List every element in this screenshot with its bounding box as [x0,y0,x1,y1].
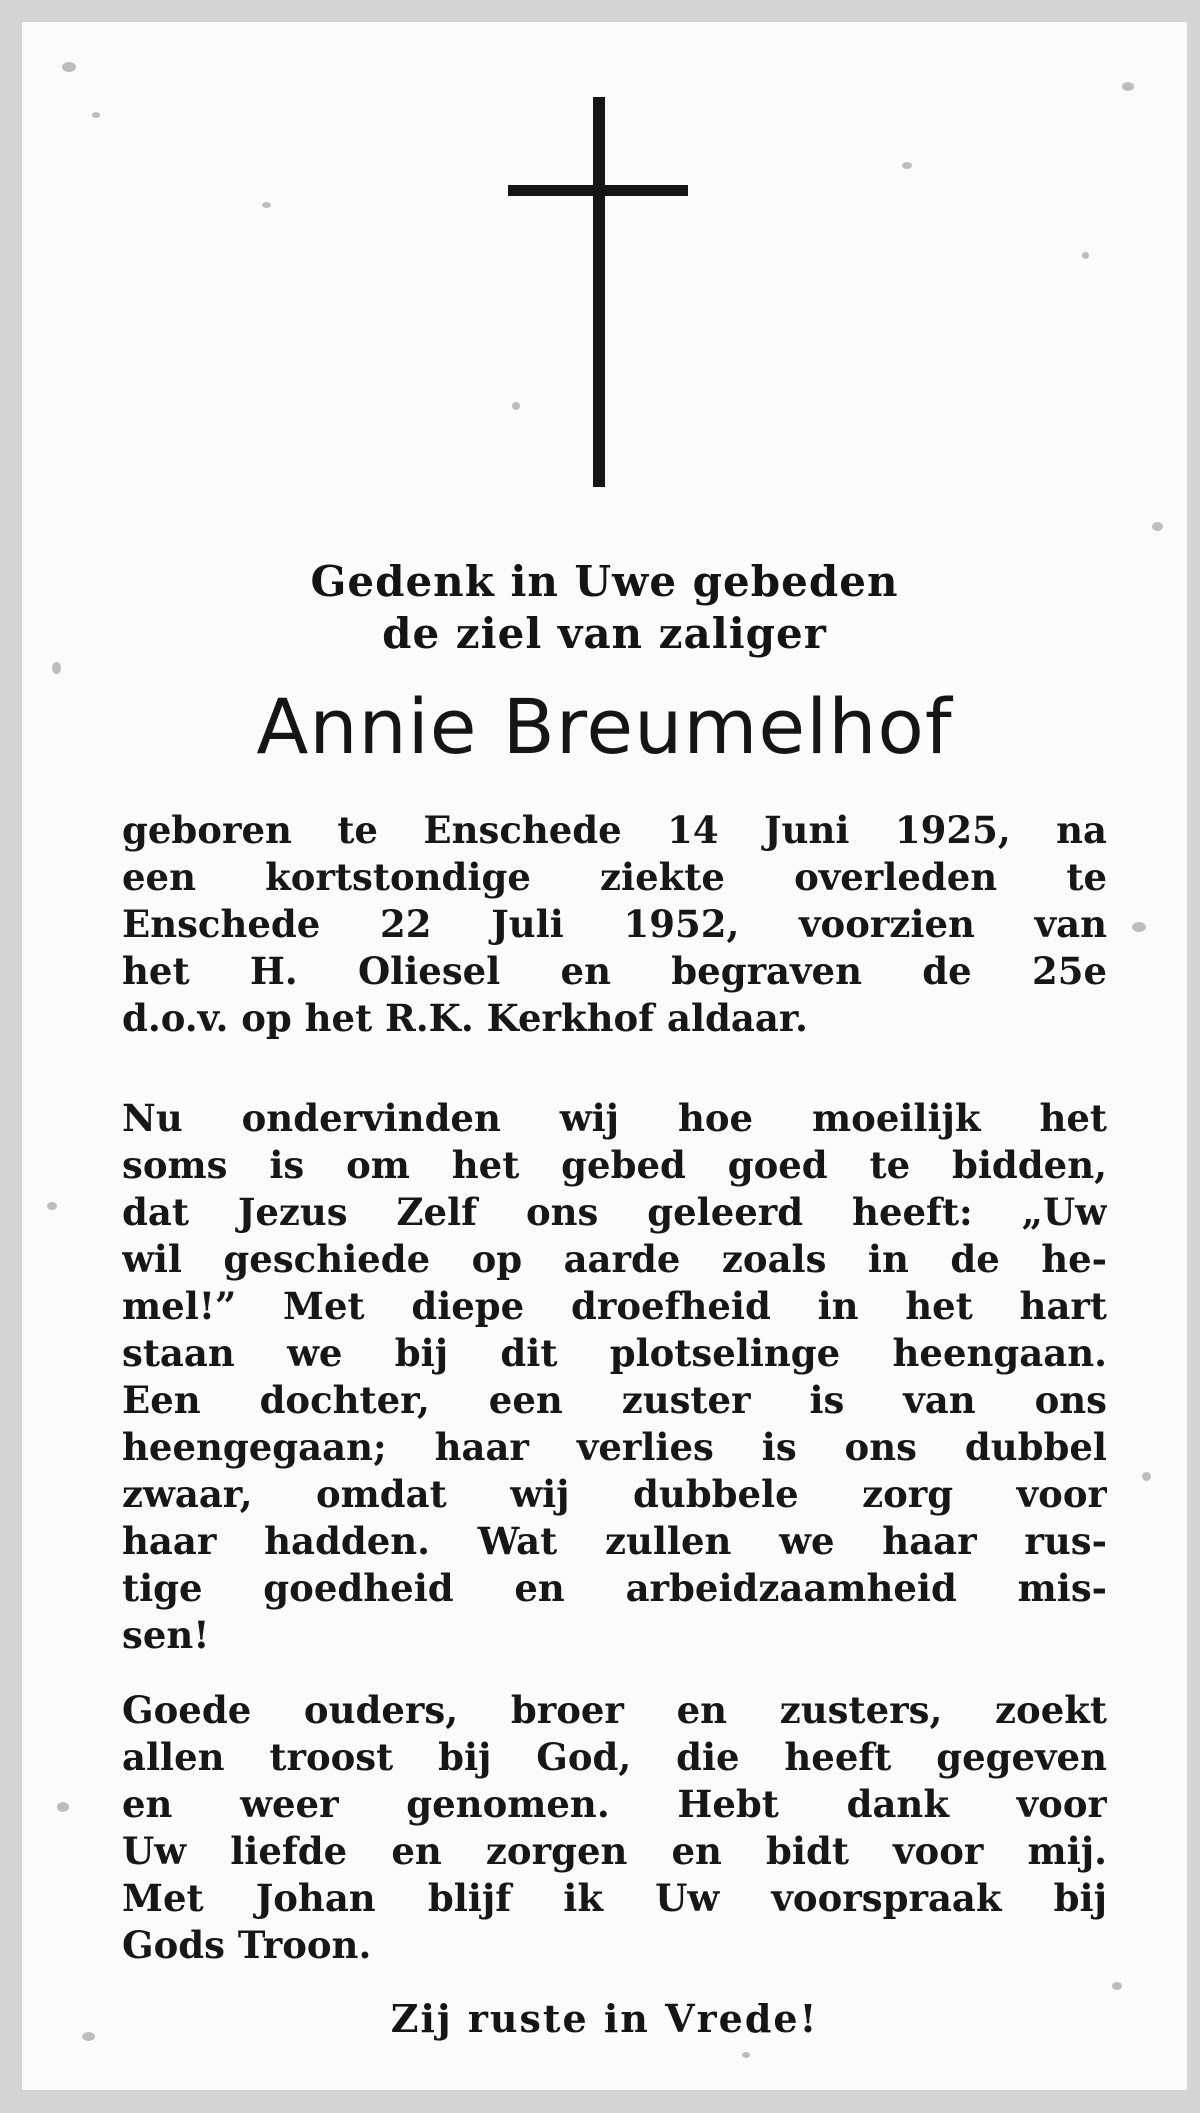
text-line: wil geschiede op aarde zoals in de he- [122,1237,1107,1281]
text-line: geboren te Enschede 14 Juni 1925, na [122,808,1107,852]
text-line: staan we bij dit plotselinge heengaan. [122,1331,1107,1375]
latin-cross-icon [22,22,1187,492]
text-line: een kortstondige ziekte overleden te [122,855,1107,899]
text-line: tige goedheid en arbeidzaamheid mis- [122,1566,1107,1610]
text-line: allen troost bij God, die heeft gegeven [122,1735,1107,1779]
paper-speck [742,2052,750,2058]
text-line: soms is om het gebed goed te bidden, [122,1143,1107,1187]
text-line: dat Jezus Zelf ons geleerd heeft: „Uw [122,1190,1107,1234]
invocation-line-1: Gedenk in Uwe gebeden [310,557,899,606]
paper-speck [52,662,61,674]
reflection-paragraph [122,1095,1107,1659]
text-line: Nu ondervinden wij hoe moeilijk het [122,1096,1107,1140]
text-line: Enschede 22 Juli 1952, voorzien van [122,902,1107,946]
paper-speck [57,1802,69,1812]
text-line: en weer genomen. Hebt dank voor [122,1782,1107,1826]
text-line: haar hadden. Wat zullen we haar rus- [122,1519,1107,1563]
text-line: d.o.v. op het R.K. Kerkhof aldaar. [122,996,808,1040]
paper-speck [47,1202,57,1210]
paper-speck [1112,1982,1122,1990]
paper-speck [1142,1472,1151,1481]
text-line: Goede ouders, broer en zusters, zoekt [122,1688,1107,1732]
text-line: Met Johan blijf ik Uw voorspraak bij [122,1876,1107,1920]
text-line: Gods Troon. [122,1923,372,1967]
text-line: sen! [122,1613,210,1657]
text-line: heengegaan; haar verlies is ons dubbel [122,1425,1107,1469]
text-line: zwaar, omdat wij dubbele zorg voor [122,1472,1107,1516]
paper-speck [1152,522,1163,531]
text-line: Uw liefde en zorgen en bidt voor mij. [122,1829,1107,1873]
memorial-card [22,22,1187,2090]
biography-paragraph [122,807,1107,1042]
text-line: Een dochter, een zuster is van ons [122,1378,1107,1422]
text-line: het H. Oliesel en begraven de 25e [122,949,1107,993]
farewell-paragraph [122,1687,1107,1969]
invocation-line-2: de ziel van zaliger [382,609,827,658]
deceased-name: Annie Breumelhof [256,682,953,771]
paper-speck [1132,922,1146,932]
closing-blessing: Zij ruste in Vrede! [390,1996,819,2041]
text-line: mel!” Met diepe droefheid in het hart [122,1284,1107,1328]
